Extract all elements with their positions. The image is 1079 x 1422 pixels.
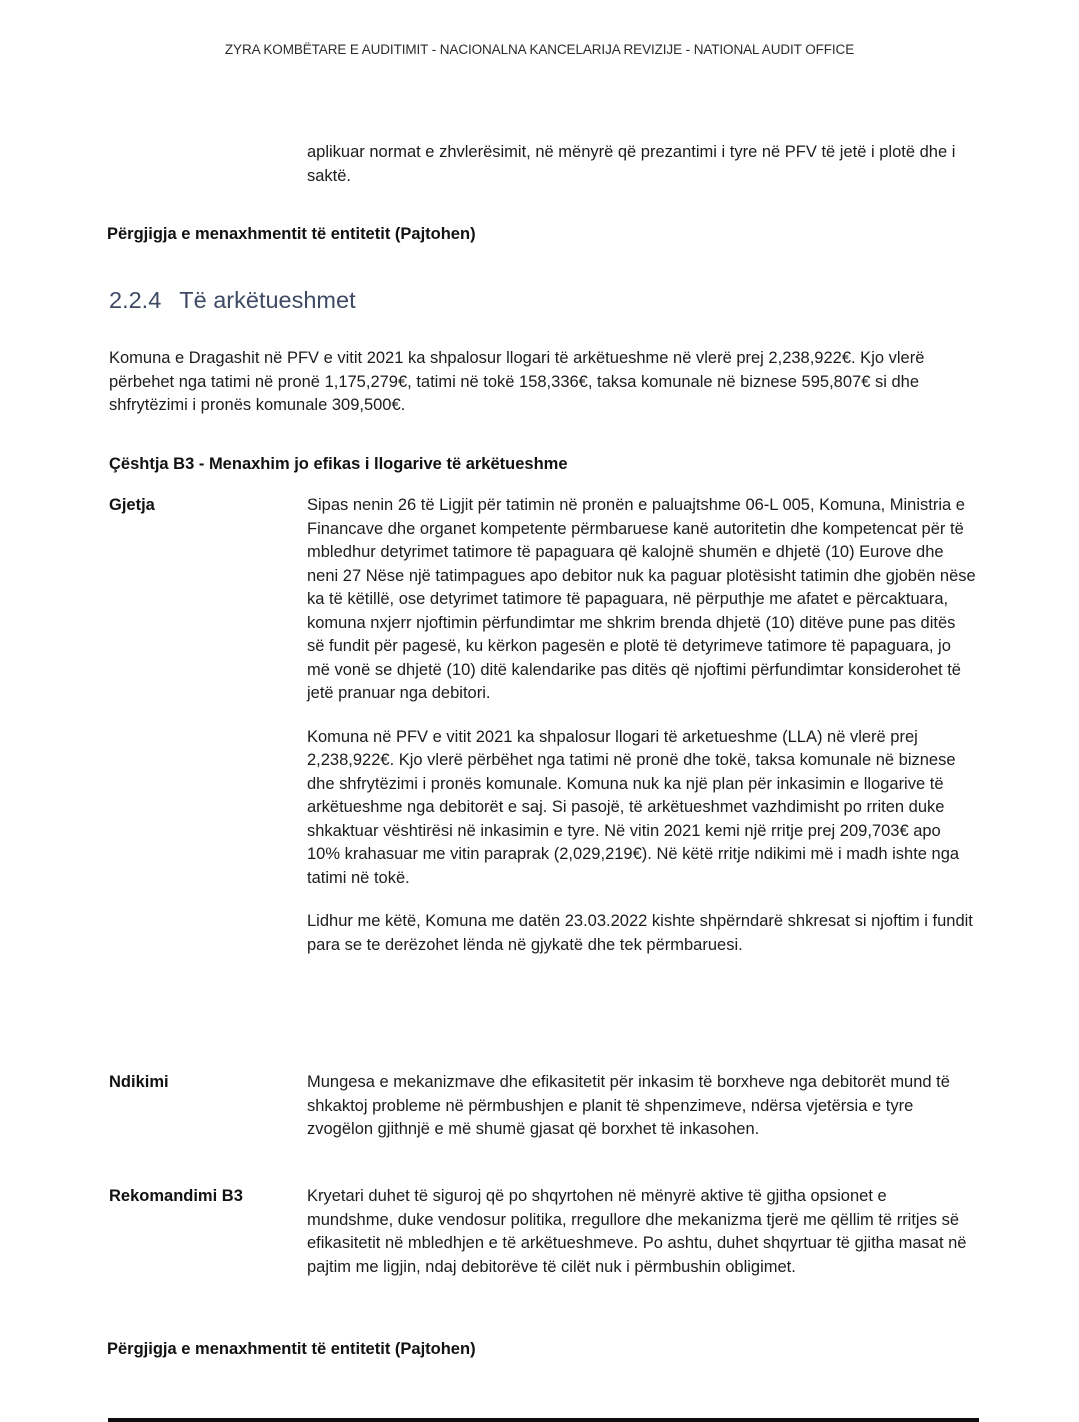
management-response-line-1: Përgjigja e menaxhmentit të entitetit (Pajtohen) xyxy=(107,225,476,243)
recommendation-text: Kryetari duhet të siguroj që po shqyrtohen në mënyrë aktive të gjitha opsionet e mundshme, duke vendosur politika, rregullore dhe mekanizma tjerë me qëllim të rritjes së efikasitetit në mbledhjen e të arkëtueshmeve. Po ashtu, duhet shqyrtuar të gjitha masat në pajtim me ligjin, ndaj debitorëve të cilët nuk i përmbushin obligimet. xyxy=(307,1187,967,1276)
document-header: ZYRA KOMBËTARE E AUDITIMIT - NACIONALNA KANCELARIJA REVIZIJE - NATIONAL AUDIT OFFICE xyxy=(224,42,855,57)
impact-label: Ndikimi xyxy=(109,1073,169,1091)
section-title: Të arkëtueshmet xyxy=(179,287,356,313)
impact-text: Mungesa e mekanizmave dhe efikasitetit për inkasim të borxheve nga debitorët mund të shkaktoj probleme në përmbushjen e planit të shpenzimeve, ndërsa vjetërsia e tyre zvogëlon gjithnjë e më shumë gjasat që borxhet të inkasohen. xyxy=(307,1073,950,1138)
issue-title: Çështja B3 - Menaxhim jo efikas i llogarive të arkëtueshme xyxy=(109,455,568,473)
finding-label: Gjetja xyxy=(109,496,155,514)
finding-text xyxy=(307,494,977,957)
section-intro-paragraph: Komuna e Dragashit në PFV e vitit 2021 ka shpalosur llogari të arkëtueshme në vlerë prej 2,238,922€. Kjo vlerë përbehet nga tatimi në pronë 1,175,279€, tatimi në tokë 158,336€, taksa komunale në biznese 595,807€ si dhe shfrytëzimi i pronës komunale 309,500€. xyxy=(109,349,925,414)
section-number: 2.2.4 xyxy=(109,287,162,313)
carryover-paragraph: aplikuar normat e zhvlerësimit, në mënyrë që prezantimi i tyre në PFV të jetë i plotë dhe i saktë. xyxy=(307,143,956,185)
section-heading xyxy=(109,285,356,316)
finding-paragraph-1: Sipas nenin 26 të Ligjit për tatimin në pronën e paluajtshme 06-L 005, Komuna, Ministria e Financave dhe organet kompetente përmbaruese kanë autoritetin dhe kompetencat për të mbledhur detyrimet tatimore të papaguara që kalojnë shumën e dhjetë (10) Eurove dhe neni 27 Nëse një tatimpagues apo debitor nuk ka paguar plotësisht tatimin dhe gjobën nëse ka të këtillë, ose detyrimet tatimore të papaguara, në përputhje me afatet e përcaktuara, komuna nxjerr njoftimin përfundimtar me shkrim brenda dhjetë (10) ditëve pune pas ditës së fundit për pagesë, ku kërkon pagesën e plotë të detyrimeve tatimore të papaguara, jo më vonë se dhjetë (10) ditë kalendarike pas ditës që njoftimi përfundimtar konsiderohet të jetë pranuar nga debitori. xyxy=(307,496,976,702)
management-response-line-2: Përgjigja e menaxhmentit të entitetit (Pajtohen) xyxy=(107,1340,476,1358)
footer-rule xyxy=(108,1418,979,1422)
recommendation-label: Rekomandimi B3 xyxy=(109,1187,243,1205)
finding-paragraph-3: Lidhur me këtë, Komuna me datën 23.03.2022 kishte shpërndarë shkresat si njoftim i fundit para se te derëzohet lënda në gjykatë dhe tek përmbaruesi. xyxy=(307,912,973,954)
finding-paragraph-2: Komuna në PFV e vitit 2021 ka shpalosur llogari të arketueshme (LLA) në vlerë prej 2,238,922€. Kjo vlerë përbëhet nga tatimi në pronë dhe tokë, taksa komunale në biznese dhe shfrytëzimi i pronës komunale. Komuna nuk ka një plan për inkasimin e llogarive të arkëtueshme nga debitorët e saj. Si pasojë, të arkëtueshmet vazhdimisht po rriten duke shkaktuar vështirësi në inkasimin e tyre. Në vitin 2021 kemi një rritje prej 209,703€ apo 10% krahasuar me vitin paraprak (2,029,219€). Në këtë rritje ndikimi më i madh ishte nga tatimi në tokë. xyxy=(307,727,960,887)
